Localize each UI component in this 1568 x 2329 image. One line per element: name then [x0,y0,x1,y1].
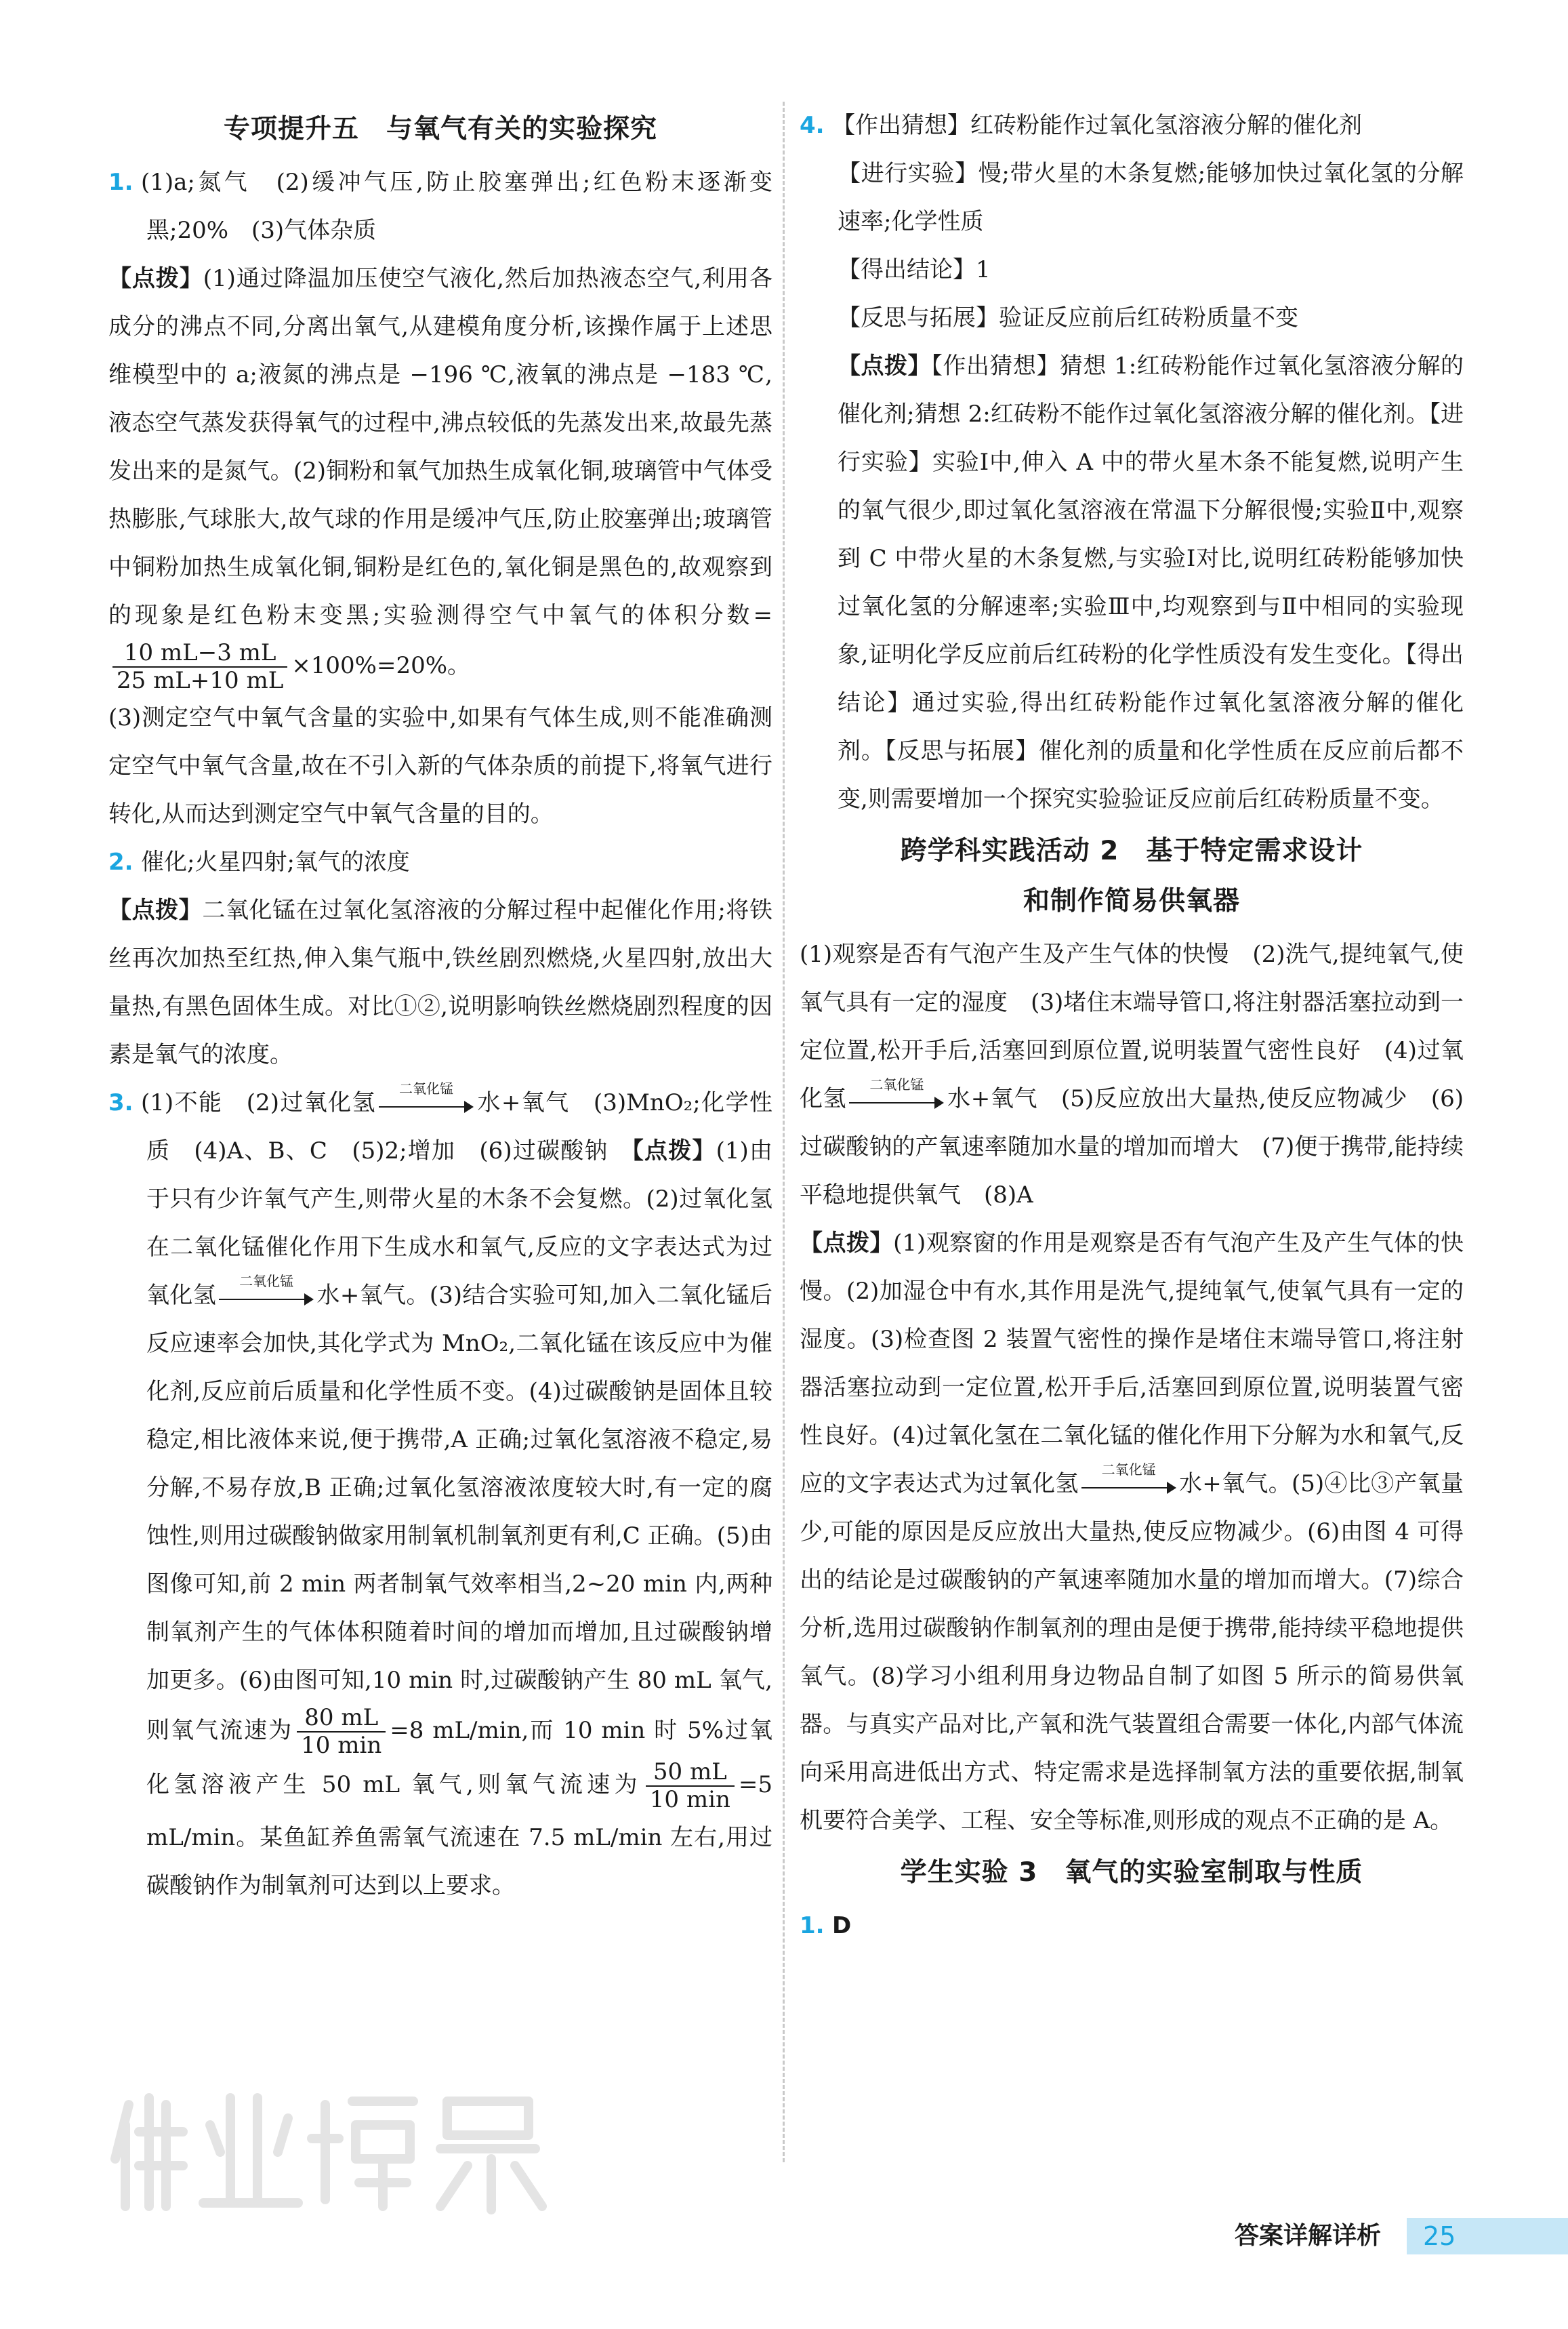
q3-answer-text-a: (1)不能 (2)过氧化氢 [141,1089,376,1117]
q5-answer [800,1902,1464,1950]
section-title-2-line1: 跨学科实践活动 2 基于特定需求设计 [900,836,1363,866]
q1-tip-part3: (3)测定空气中氧气含量的实验中,如果有气体生成,则不能准确测定空气中氧气含量,故在不引入新的气体杂质的前提下,将氧气进行转化,从而达到测定空气中氧气含量的目的。 [108,704,772,828]
q3-tip-text-d: =5 mL/min。某鱼缸养鱼需氧气流速在 7.5 mL/min 左右,用过碳酸钠作为制氧剂可达到以上要求。 [146,1771,772,1899]
q2-answer [108,838,772,887]
q1-answer [108,159,772,255]
column-divider [783,102,785,2162]
q3-fraction-1 [297,1705,386,1759]
activity-tip-arrow-condition: 二氧化锰 [1101,1461,1156,1478]
q1-answer-text: (1)a;氮气 (2)缓冲气压,防止胶塞弹出;红色粉末逐渐变黑;20% (3)气体杂质 [141,169,772,244]
activity-tip-a: (1)观察窗的作用是观察是否有气泡产生及产生气体的快慢。(2)加湿仓中有水,其作用是洗气,提纯氧气,使氧气具有一定的湿度。(3)检查图 2 装置气密性的操作是堵住末端导管口,将注射器活塞拉动到一定位置,松开手后,活塞回到原位置,说明装置气密性良好。(4)过氧化氢在二氧化锰的催化作用下分解为水和氧气,反应的文字表达式为过氧化氢 [800,1230,1464,1497]
q4-line1-text: 【作出猜想】红砖粉能作过氧化氢溶液分解的催化剂 [832,112,1362,139]
activity-arrow-condition: 二氧化锰 [869,1076,924,1093]
activity-tip-reaction-arrow [1081,1461,1176,1495]
q5-answer-text: D [832,1912,852,1939]
q1-fraction-top: 10 mL−3 mL [112,640,287,668]
q1-number: 1. [108,169,133,196]
q2-answer-text: 催化;火星四射;氧气的浓度 [141,849,410,876]
q3-fraction-2-top: 50 mL [646,1759,735,1787]
q5-number: 1. [800,1912,825,1939]
activity-answer-b: 水+氧气 (5)反应放出大量热,使反应物减少 (6)过碳酸钠的产氧速率随加水量的增加而增大 (7)便于携带,能持续平稳地提供氧气 (8)A [800,1085,1464,1209]
q1-tip-label: 【点拨】 [108,265,203,292]
left-column [108,102,772,1910]
activity-answer [800,931,1464,1219]
section-title-1: 专项提升五 与氧气有关的实验探究 [223,114,657,144]
q4-number: 4. [800,112,825,139]
q1-tip-end: ×100%=20%。 [291,652,471,680]
q3-tip-arrow-condition: 二氧化锰 [239,1273,294,1290]
activity-answer-a: (1)观察是否有气泡产生及产生气体的快慢 (2)洗气,提纯氧气,使氧气具有一定的湿度 (3)堵住末端导管口,将注射器活塞拉动到一定位置,松开手后,活塞回到原位置,说明装置气密性良好 (4)过氧化氢 [800,941,1464,1112]
activity-tip-b: 水+氧气。(5)④比③产氧量少,可能的原因是反应放出大量热,使反应物减少。(6)由图 4 可得出的结论是过碳酸钠的产氧速率随加水量的增加而增大。(7)综合分析,选用过碳酸钠作制氧剂的理由是便于携带,能持续平稳地提供氧气。(8)学习小组利用身边物品自制了如图 5 所示的简易供氧器。与真实产品对比,产氧和洗气装置组合需要一体化,内部气体流向采用高进低出方式、特定需求是选择制氧方法的重要依据,制氧机要符合美学、工程、安全等标准,则形成的观点不正确的是 A。 [800,1470,1464,1834]
q1-tip-text: (1)通过降温加压使空气液化,然后加热液态空气,利用各成分的沸点不同,分离出氧气,从建模角度分析,该操作属于上述思维模型中的 a;液氮的沸点是 −196 ℃,液氧的沸点是 −183 ℃,液态空气蒸发获得氧气的过程中,沸点较低的先蒸发出来,故最先蒸发出来的是氮气。(2)铜粉和氧气加热生成氧化铜,玻璃管中气体受热膨胀,气球胀大,故气球的作用是缓冲气压,防止胶塞弹出;玻璃管中铜粉加热生成氧化铜,铜粉是红色的,氧化铜是黑色的,故观察到的现象是红色粉末变黑;实验测得空气中氧气的体积分数= [108,265,772,629]
q2-tip-text: 二氧化锰在过氧化氢溶液的分解过程中起催化作用;将铁丝再次加热至红热,伸入集气瓶中,铁丝剧烈燃烧,火星四射,放出大量热,有黑色固体生成。对比①②,说明影响铁丝燃烧剧烈程度的因素是氧气的浓度。 [108,897,772,1069]
q3-arrow-condition: 二氧化锰 [399,1080,453,1097]
q3-fraction-1-top: 80 mL [297,1705,386,1733]
q3-tip-text-b: 水+氧气。(3)结合实验可知,加入二氧化锰后反应速率会加快,其化学式为 MnO₂,二氧化锰在该反应中为催化剂,反应前后质量和化学性质不变。(4)过碳酸钠是固体且较稳定,相比液体来说,便于携带,A 正确;过氧化氢溶液不稳定,易分解,不易存放,B 正确;过氧化氢溶液浓度较大时,有一定的腐蚀性,则用过碳酸钠做家用制氧机制氧剂更有利,C 正确。(5)由图像可知,前 2 min 两者制氧气效率相当,2~20 min 内,两种制氧剂产生的气体体积随着时间的增加而增加,且过碳酸钠增加更多。(6)由图可知,10 min 时,过碳酸钠产生 80 mL 氧气,则氧气流速为 [146,1282,772,1745]
q3-fraction-2 [646,1759,735,1813]
q2-number: 2. [108,849,133,876]
q2-tip [108,887,772,1079]
q3-reaction-arrow [379,1080,474,1114]
section-title-2-line2: 和制作简易供氧器 [1023,886,1240,916]
q3-answer [108,1079,772,1909]
q3-number: 3. [108,1089,133,1117]
q3-tip-text-a: (1)由于只有少许氧气产生,则带火星的木条不会复燃。(2)过氧化氢在二氧化锰催化作用下生成水和氧气,反应的文字表达式为过氧化氢 [146,1137,773,1310]
footer-label: 答案详解详析 [1235,2222,1382,2250]
q1-tip [108,255,772,694]
q3-tip-text-c: =8 mL/min,而 10 min 时 5%过氧化氢溶液产生 50 mL 氧气,则氧气流速为 [146,1717,773,1799]
q4-tip-text: 【作出猜想】猜想 1:红砖粉能作过氧化氢溶液分解的催化剂;猜想 2:红砖粉不能作过氧化氢溶液分解的催化剂。【进行实验】实验Ⅰ中,伸入 A 中的带火星木条不能复燃,说明产生的氧气很少,即过氧化氢溶液在常温下分解很慢;实验Ⅱ中,观察到 C 中带火星的木条复燃,与实验Ⅰ对比,说明红砖粉能够加快过氧化氢的分解速率;实验Ⅲ中,均观察到与Ⅱ中相同的实验现象,证明化学反应前后红砖粉的化学性质没有发生变化。【得出结论】通过实验,得出红砖粉能作过氧化氢溶液分解的催化剂。【反思与拓展】催化剂的质量和化学性质在反应前后都不变,则需要增加一个探究实验验证反应前后红砖粉质量不变。 [838,352,1464,813]
q3-tip-reaction-arrow [219,1273,314,1307]
section-title-3: 学生实验 3 氧气的实验室制取与性质 [900,1857,1363,1888]
watermark-logo [102,2064,562,2227]
q4-line2: 【进行实验】慢;带火星的木条复燃;能够加快过氧化氢的分解速率;化学性质 [838,160,1464,235]
q1-fraction [112,640,287,694]
activity-tip-label: 【点拨】 [800,1230,894,1257]
activity-reaction-arrow [849,1076,944,1110]
q3-fraction-2-bottom: 10 min [649,1786,730,1814]
q3-answer-text-b: 水+氧气 (3)MnO₂;化学性质 (4)A、B、C (5)2;增加 (6)过碳酸钠 [146,1089,772,1165]
q1-fraction-bottom: 25 mL+10 mL [117,667,284,695]
q4-line1 [800,102,1464,150]
page-number: 25 [1423,2221,1456,2251]
q4-line4: 【反思与拓展】验证反应前后红砖粉质量不变 [838,304,1298,331]
q3-fraction-1-bottom: 10 min [301,1732,382,1760]
right-column [800,102,1464,1950]
q4-tip [800,342,1464,824]
q4-line3: 【得出结论】1 [838,256,991,283]
q2-tip-label: 【点拨】 [108,897,203,925]
q3-tip-label: 【点拨】 [632,1137,716,1165]
activity-tip [800,1219,1464,1845]
q4-tip-label: 【点拨】 [838,352,931,380]
